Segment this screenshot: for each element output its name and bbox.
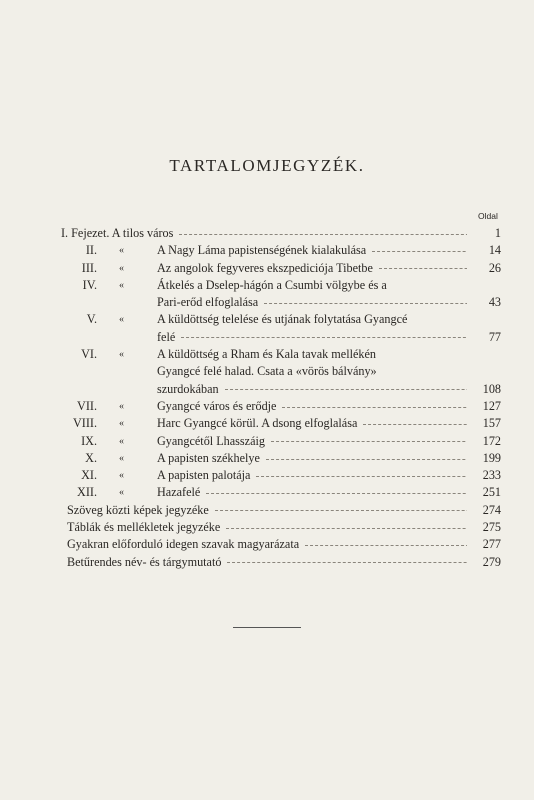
entry-title bbox=[157, 260, 494, 277]
page-number: 1 bbox=[467, 225, 501, 242]
page-number: 77 bbox=[467, 329, 501, 346]
chapter-number: XI. bbox=[81, 468, 97, 483]
toc-entry bbox=[0, 242, 534, 259]
entry-title-text: A papisten palotája bbox=[157, 468, 251, 483]
entry-title bbox=[157, 329, 494, 346]
toc-entry bbox=[0, 346, 534, 363]
toc-entry bbox=[0, 329, 534, 346]
toc-entry bbox=[0, 502, 534, 519]
ditto-mark: « bbox=[119, 349, 124, 361]
dot-leader bbox=[206, 493, 494, 494]
entry-title bbox=[157, 311, 494, 328]
dot-leader bbox=[227, 562, 494, 563]
toc-entry bbox=[0, 433, 534, 450]
ditto-mark: « bbox=[119, 452, 124, 464]
entry-title-text: szurdokában bbox=[157, 381, 219, 396]
entry-title bbox=[157, 277, 494, 294]
entry-title-text: Hazafelé bbox=[157, 485, 201, 500]
entry-title bbox=[67, 519, 494, 536]
toc-entry bbox=[0, 467, 534, 484]
toc-entry bbox=[0, 381, 534, 398]
entry-title-text: Gyakran előforduló idegen szavak magyarázata bbox=[67, 537, 300, 552]
closing-rule bbox=[233, 627, 301, 628]
page-number: 172 bbox=[467, 433, 501, 450]
chapter-number: II. bbox=[85, 243, 97, 258]
entry-title bbox=[157, 415, 494, 432]
toc-entry bbox=[0, 260, 534, 277]
entry-title-text: Pari-erőd elfoglalása bbox=[157, 295, 259, 310]
ditto-mark: « bbox=[119, 435, 124, 447]
chapter-number: IV. bbox=[82, 277, 97, 292]
entry-title-text: A küldöttség a Rham és Kala tavak mellékén bbox=[157, 347, 376, 362]
chapter-number: VI. bbox=[81, 347, 97, 362]
page-number: 26 bbox=[467, 260, 501, 277]
page-number: 251 bbox=[467, 484, 501, 501]
entry-title-text: Táblák és mellékletek jegyzéke bbox=[67, 520, 221, 535]
entry-title bbox=[157, 242, 494, 259]
entry-title-text: A papisten székhelye bbox=[157, 450, 260, 465]
ditto-mark: « bbox=[119, 470, 124, 482]
ditto-mark: « bbox=[119, 262, 124, 274]
page-number: 14 bbox=[467, 242, 501, 259]
ditto-mark: « bbox=[119, 279, 124, 291]
dot-leader bbox=[271, 441, 494, 442]
page-number: 279 bbox=[467, 554, 501, 571]
toc-entry bbox=[0, 311, 534, 328]
entry-title-text: Gyangcétől Lhasszáig bbox=[157, 433, 265, 448]
ditto-mark: « bbox=[119, 314, 124, 326]
toc-entry bbox=[0, 415, 534, 432]
entry-title-text: Gyangcé felé halad. Csata a «vörös bálvány» bbox=[157, 364, 377, 379]
dot-leader bbox=[264, 303, 494, 304]
entry-title bbox=[67, 536, 494, 553]
page-number: 274 bbox=[467, 502, 501, 519]
page-number: 43 bbox=[467, 294, 501, 311]
toc-entry bbox=[0, 294, 534, 311]
page-number: 199 bbox=[467, 450, 501, 467]
entry-title-text: Szöveg közti képek jegyzéke bbox=[67, 502, 209, 517]
ditto-mark: « bbox=[119, 245, 124, 257]
entry-title bbox=[61, 225, 494, 242]
chapter-number: III. bbox=[81, 260, 97, 275]
toc-entry bbox=[0, 554, 534, 571]
ditto-mark: « bbox=[119, 487, 124, 499]
chapter-number: VII. bbox=[77, 398, 97, 413]
page-number: 157 bbox=[467, 415, 501, 432]
chapter-number: X. bbox=[85, 450, 97, 465]
dot-leader bbox=[215, 510, 494, 511]
entry-title bbox=[157, 450, 494, 467]
entry-title bbox=[157, 363, 494, 380]
page-column-label: Oldal bbox=[478, 211, 498, 221]
chapter-number: VIII. bbox=[72, 416, 97, 431]
dot-leader bbox=[181, 337, 481, 338]
entry-title-text: Átkelés a Dselep-hágón a Csumbi völgybe és a bbox=[157, 277, 387, 292]
entry-title bbox=[157, 346, 494, 363]
page-title: TARTALOMJEGYZÉK. bbox=[169, 156, 365, 175]
entry-title bbox=[157, 381, 494, 398]
table-of-contents bbox=[0, 225, 534, 571]
entry-title-text: A küldöttség telelése és utjának folytatása Gyangcé bbox=[157, 312, 408, 327]
entry-title bbox=[157, 433, 494, 450]
dot-leader bbox=[305, 545, 494, 546]
dot-leader bbox=[266, 459, 494, 460]
entry-title bbox=[157, 484, 494, 501]
chapter-number: XII. bbox=[77, 485, 97, 500]
entry-title-text: Gyangcé város és erődje bbox=[157, 398, 277, 413]
toc-entry bbox=[0, 225, 534, 242]
dot-leader bbox=[282, 407, 494, 408]
toc-entry bbox=[0, 484, 534, 501]
page-number: 277 bbox=[467, 536, 501, 553]
page-number: 275 bbox=[467, 519, 501, 536]
dot-leader bbox=[179, 234, 479, 235]
toc-entry bbox=[0, 277, 534, 294]
entry-title-text: felé bbox=[157, 329, 176, 344]
entry-title-text: Harc Gyangcé körül. A dsong elfoglalása bbox=[157, 416, 358, 431]
toc-entry bbox=[0, 536, 534, 553]
toc-entry bbox=[0, 519, 534, 536]
entry-title bbox=[157, 467, 494, 484]
entry-title-text: I. Fejezet. A tilos város bbox=[61, 226, 174, 240]
page-number: 108 bbox=[467, 381, 501, 398]
entry-title-text: Az angolok fegyveres ekszpediciója Tibetbe bbox=[157, 260, 373, 275]
toc-entry bbox=[0, 363, 534, 380]
chapter-number: IX. bbox=[81, 433, 97, 448]
toc-entry bbox=[0, 398, 534, 415]
dot-leader bbox=[256, 476, 494, 477]
page-number: 233 bbox=[467, 467, 501, 484]
chapter-number: V. bbox=[86, 312, 97, 327]
entry-title bbox=[157, 398, 494, 415]
entry-title bbox=[157, 294, 494, 311]
ditto-mark: « bbox=[119, 418, 124, 430]
entry-title bbox=[67, 554, 494, 571]
page-number: 127 bbox=[467, 398, 501, 415]
entry-title-text: A Nagy Láma papistenségének kialakulása bbox=[157, 243, 367, 258]
ditto-mark: « bbox=[119, 400, 124, 412]
dot-leader bbox=[225, 389, 494, 390]
entry-title-text: Betűrendes név- és tárgymutató bbox=[67, 554, 222, 569]
entry-title bbox=[67, 502, 494, 519]
toc-entry bbox=[0, 450, 534, 467]
dot-leader bbox=[226, 528, 494, 529]
